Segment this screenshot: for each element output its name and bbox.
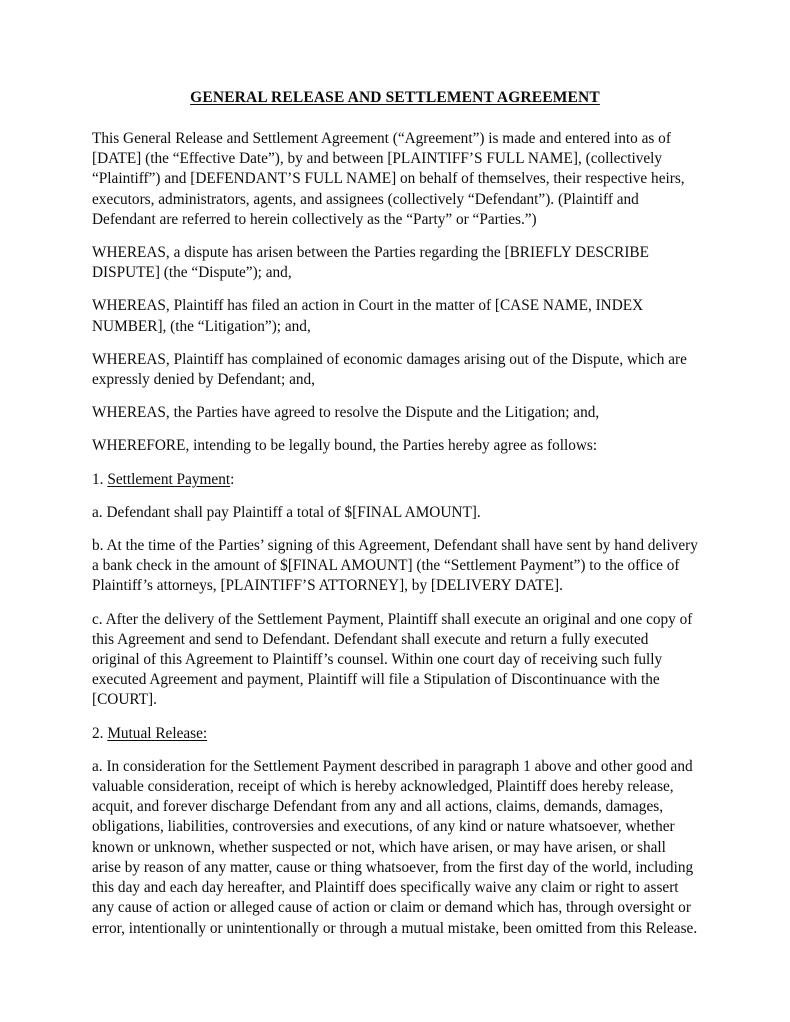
section-2-heading-text: Mutual Release:	[107, 724, 208, 742]
paragraph-whereas-3: WHEREAS, Plaintiff has complained of economic damages arising out of the Dispute, which are expressly denied by Defendant; and,	[92, 350, 687, 389]
section-1-number: 1.	[92, 470, 104, 488]
clause-1a: a. Defendant shall pay Plaintiff a total of $[FINAL AMOUNT].	[92, 503, 481, 521]
section-1-heading	[92, 470, 698, 490]
section-2-number: 2.	[92, 724, 104, 742]
section-1-heading-colon: :	[230, 470, 235, 488]
page-title	[92, 88, 698, 108]
clause-1b: b. At the time of the Parties’ signing of this Agreement, Defendant shall have sent by hand delivery a bank check in the amount of $[FINAL AMOUNT] (the “Settlement Payment”) to the office of Plaintiff’s attorneys, [PLAINTIFF’S ATTORNEY], by [DELIVERY DATE].	[92, 537, 698, 595]
page-title-text: GENERAL RELEASE AND SETTLEMENT AGREEMENT	[190, 89, 600, 106]
paragraph-whereas-4: WHEREAS, the Parties have agreed to resolve the Dispute and the Litigation; and,	[92, 404, 600, 422]
section-2-heading	[92, 724, 698, 744]
clause-2a: a. In consideration for the Settlement Payment described in paragraph 1 above and other good and valuable consideration, receipt of which is hereby acknowledged, Plaintiff does hereby release, acquit, and forever discharge Defendant from any and all actions, claims, demands, damages, obligations, liabilities, controversies and executions, of any kind or nature whatsoever, whether known or unknown, whether suspected or not, which have arisen, or may have arisen, or shall arise by reason of any matter, cause or thing whatsoever, from the first day of the world, including this day and each day hereafter, and Plaintiff does specifically waive any claim or right to assert any cause of action or alleged cause of action or claim or demand which has, through oversight or error, intentionally or unintentionally or through a mutual mistake, been omitted from this Release.	[92, 757, 698, 937]
paragraph-whereas-2: WHEREAS, Plaintiff has filed an action in Court in the matter of [CASE NAME, INDEX NUMBER], (the “Litigation”); and,	[92, 297, 644, 335]
paragraph-preamble: This General Release and Settlement Agreement (“Agreement”) is made and entered into as of [DATE] (the “Effective Date”), by and between [PLAINTIFF’S FULL NAME], (collectively “Plaintiff”) and [DEFENDANT’S FULL NAME] on behalf of themselves, their respective heirs, executors, administrators, agents, and assignees (collectively “Defendant”). (Plaintiff and Defendant are referred to herein collectively as the “Party” or “Parties.”)	[92, 130, 685, 228]
clause-1c: c. After the delivery of the Settlement Payment, Plaintiff shall execute an original and one copy of this Agreement and send to Defendant. Defendant shall execute and return a fully executed original of this Agreement to Plaintiff’s counsel. Within one court day of receiving such fully executed Agreement and payment, Plaintiff will file a Stipulation of Discontinuance with the [COURT].	[92, 610, 693, 709]
paragraph-wherefore: WHEREFORE, intending to be legally bound, the Parties hereby agree as follows:	[92, 437, 598, 455]
paragraph-whereas-1: WHEREAS, a dispute has arisen between the Parties regarding the [BRIEFLY DESCRIBE DISPUTE] (the “Dispute”); and,	[92, 244, 649, 282]
section-1-heading-text: Settlement Payment	[107, 470, 231, 488]
